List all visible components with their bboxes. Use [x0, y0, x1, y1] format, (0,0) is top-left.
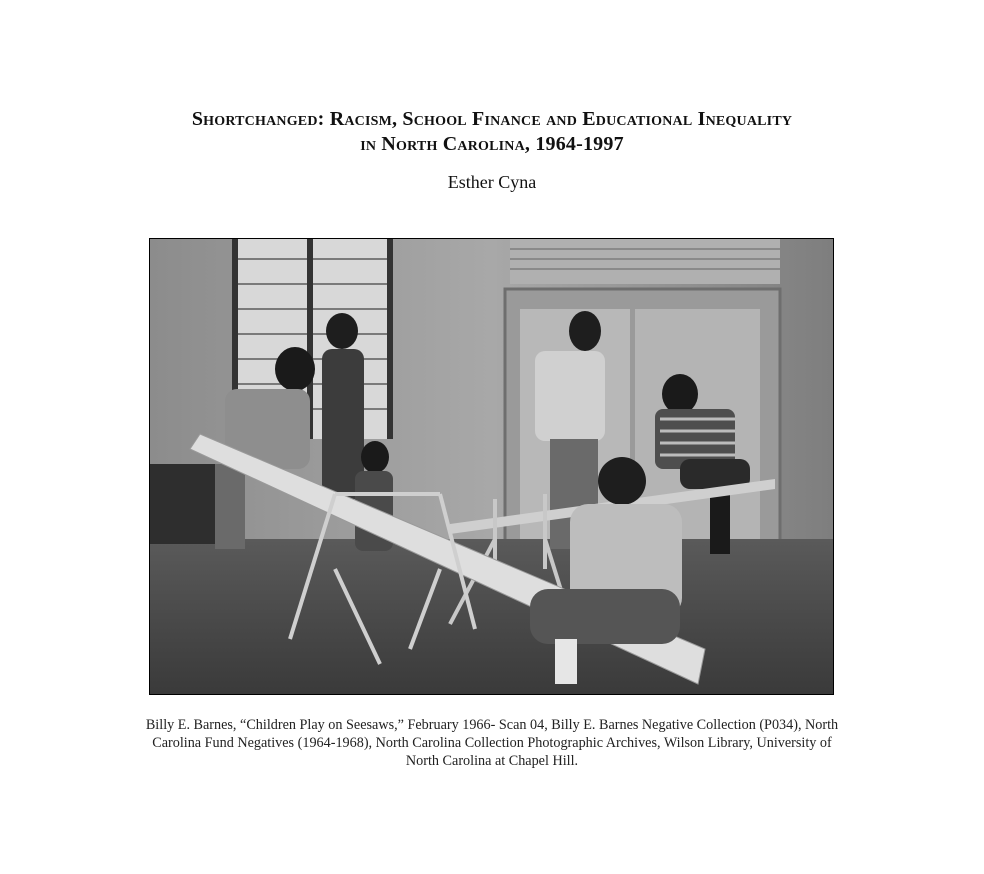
photo-caption: Billy E. Barnes, “Children Play on Seesaws,” February 1966- Scan 04, Billy E. Barnes Negative Collection (P034), North Carolina Fund Negatives (1964-1968), North Carolina Collection Photographic Archives, Wilson Library, University of North Carolina at Chapel Hill. [145, 717, 839, 769]
seesaw-photograph [149, 238, 834, 695]
title-line-2: in North Carolina, 1964-1997 [360, 133, 624, 155]
author-name: Esther Cyna [447, 172, 537, 192]
document-title [0, 107, 984, 157]
photograph-illustration [150, 239, 833, 694]
title-line-1: Shortchanged: Racism, School Finance and Educational Inequality [191, 108, 793, 130]
